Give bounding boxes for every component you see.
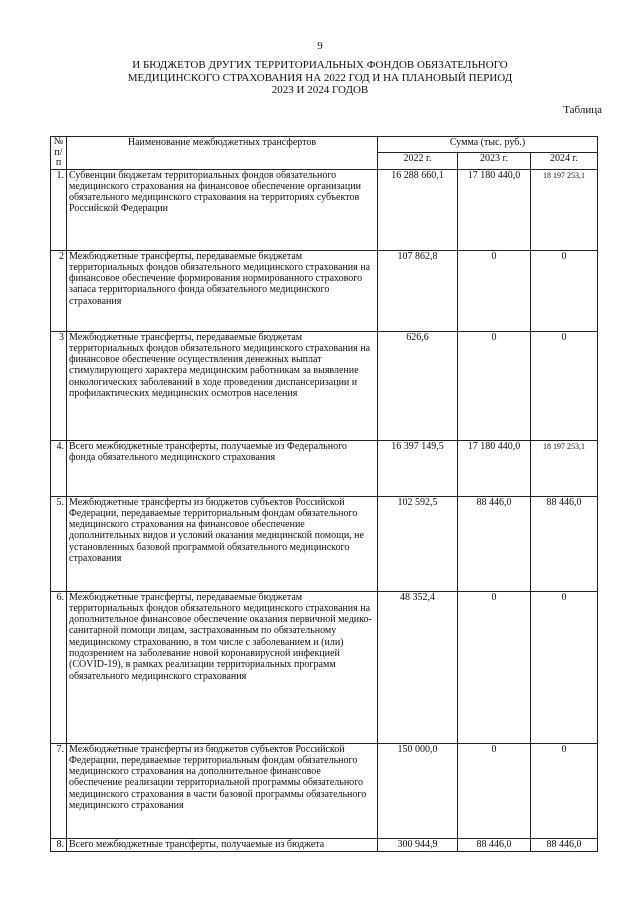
page-title (0, 59, 640, 97)
row-name: Субвенции бюджетам территориальных фондов обязательного медицинского страхования на финансовое обеспечение организации обязательного медицинского страхования на территориях субъектов Российской Федерации (67, 169, 378, 250)
title-line-1: И БЮДЖЕТОВ ДРУГИХ ТЕРРИТОРИАЛЬНЫХ ФОНДОВ ОБЯЗАТЕЛЬНОГО (132, 59, 508, 71)
table-row (51, 331, 598, 440)
row-value-2023: 88 446,0 (458, 496, 531, 591)
header-sum: Сумма (тыс. руб.) (378, 137, 598, 153)
table-row (51, 743, 598, 838)
row-name: Всего межбюджетные трансферты, получаемые из Федерального фонда обязательного медицинского страхования (67, 440, 378, 496)
row-value-2023: 17 180 440,0 (458, 169, 531, 250)
table-row (51, 169, 598, 250)
table-row (51, 496, 598, 591)
row-num: 4. (51, 440, 67, 496)
row-name: Межбюджетные трансферты, передаваемые бюджетам территориальных фондов обязательного медицинского страхования на финансовое обеспечение формирования нормированного страхового запаса территориального фонда обязательного медицинского страхования (67, 250, 378, 331)
row-value-2024: 0 (531, 743, 598, 838)
row-num: 2 (51, 250, 67, 331)
row-name: Межбюджетные трансферты из бюджетов субъектов Российской Федерации, передаваемые территориальным фондам обязательного медицинского страхования на дополнительное финансовое обеспечение реализации территориальной программы обязательного медицинского страхования в части базовой программы обязательного медицинского страхования (67, 743, 378, 838)
row-num: 8. (51, 838, 67, 851)
row-value-2024: 0 (531, 591, 598, 743)
row-name: Межбюджетные трансферты из бюджетов субъектов Российской Федерации, передаваемые территориальным фондам обязательного медицинского страхования на финансовое обеспечение дополнительных видов и условий оказания медицинской помощи, не установленных базовой программой обязательного медицинского страхования (67, 496, 378, 591)
row-value-2024: 18 197 253,1 (531, 169, 598, 250)
row-value-2022: 150 000,0 (378, 743, 458, 838)
table-row (51, 440, 598, 496)
row-name: Всего межбюджетные трансферты, получаемые из бюджета (67, 838, 378, 851)
row-value-2023: 0 (458, 331, 531, 440)
row-num: 7. (51, 743, 67, 838)
row-value-2022: 626,6 (378, 331, 458, 440)
row-num: 6. (51, 591, 67, 743)
row-value-2022: 16 288 660,1 (378, 169, 458, 250)
row-value-2022: 16 397 149,5 (378, 440, 458, 496)
table-header-row (51, 137, 598, 153)
header-name: Наименование межбюджетных трансфертов (67, 137, 378, 170)
row-num: 1. (51, 169, 67, 250)
row-value-2024: 18 197 253,1 (531, 440, 598, 496)
header-year-2024: 2024 г. (531, 153, 598, 169)
row-value-2022: 102 592,5 (378, 496, 458, 591)
row-value-2023: 0 (458, 250, 531, 331)
row-value-2024: 88 446,0 (531, 496, 598, 591)
header-num: № п/п (51, 137, 67, 170)
table-row (51, 838, 598, 851)
row-value-2023: 0 (458, 591, 531, 743)
row-value-2024: 88 446,0 (531, 838, 598, 851)
row-value-2024: 0 (531, 331, 598, 440)
row-value-2023: 0 (458, 743, 531, 838)
row-num: 3 (51, 331, 67, 440)
title-line-3: 2023 И 2024 ГОДОВ (271, 84, 369, 96)
table-caption: Таблица (563, 104, 602, 116)
row-value-2023: 17 180 440,0 (458, 440, 531, 496)
table-row (51, 591, 598, 743)
row-value-2022: 48 352,4 (378, 591, 458, 743)
title-line-2: МЕДИЦИНСКОГО СТРАХОВАНИЯ НА 2022 ГОД И НА ПЛАНОВЫЙ ПЕРИОД (127, 71, 513, 84)
table-row (51, 250, 598, 331)
header-year-2023: 2023 г. (458, 153, 531, 169)
row-value-2022: 300 944,9 (378, 838, 458, 851)
page-number: 9 (317, 40, 323, 52)
transfers-table (50, 136, 598, 852)
row-name: Межбюджетные трансферты, передаваемые бюджетам территориальных фондов обязательного медицинского страхования на дополнительное финансовое обеспечение оказания первичной медико-санитарной помощи лицам, застрахованным по обязательному медицинскому страхованию, в том числе с заболеванием и (или) подозрением на заболевание новой коронавирусной инфекцией (COVID-19), в рамках реализации территориальных программ обязательного медицинского страхования (67, 591, 378, 743)
row-value-2023: 88 446,0 (458, 838, 531, 851)
row-num: 5. (51, 496, 67, 591)
row-name: Межбюджетные трансферты, передаваемые бюджетам территориальных фондов обязательного медицинского страхования на финансовое обеспечение осуществления денежных выплат стимулирующего характера медицинским работникам за выявление онкологических заболеваний в ходе проведения диспансеризации и профилактических медицинских осмотров населения (67, 331, 378, 440)
row-value-2022: 107 862,8 (378, 250, 458, 331)
row-value-2024: 0 (531, 250, 598, 331)
header-year-2022: 2022 г. (378, 153, 458, 169)
